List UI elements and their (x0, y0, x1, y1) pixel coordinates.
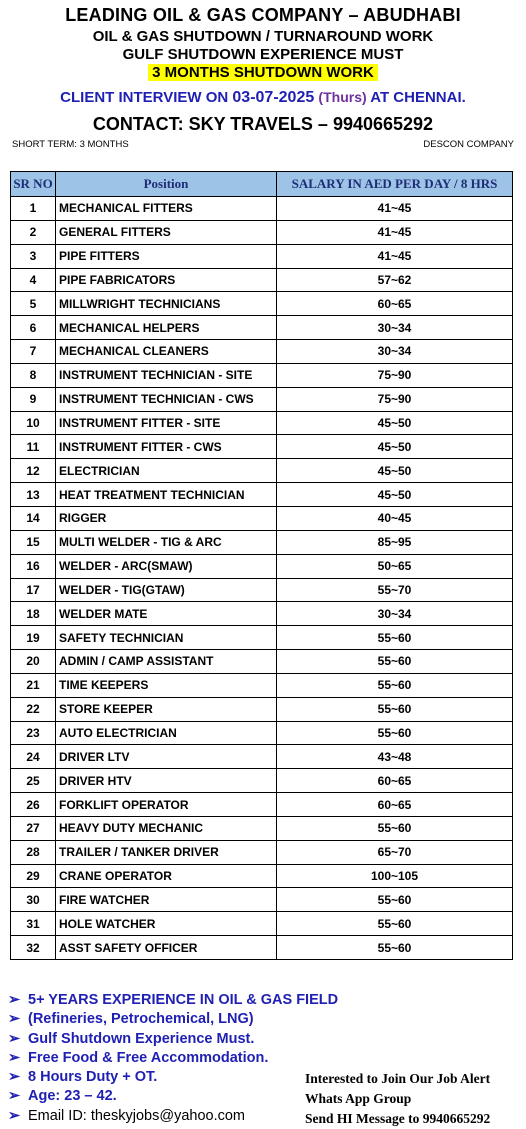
header-sr-no: SR NO (11, 172, 56, 197)
requirement-item (8, 991, 339, 1010)
table-row (11, 793, 513, 817)
table-row (11, 244, 513, 268)
position-cell: PIPE FABRICATORS (56, 268, 277, 292)
table-row (11, 888, 513, 912)
company-title: LEADING OIL & GAS COMPANY – ABUDHABI (65, 5, 461, 25)
requirement-text: Free Food & Free Accommodation. (28, 1049, 269, 1066)
company-label: DESCON COMPANY (423, 139, 514, 150)
sr-cell: 16 (11, 554, 56, 578)
table-row (11, 936, 513, 960)
contact-line: CONTACT: SKY TRAVELS – 9940665292 (92, 114, 434, 134)
position-cell: MULTI WELDER - TIG & ARC (56, 530, 277, 554)
sr-cell: 1 (11, 197, 56, 221)
sr-cell: 25 (11, 769, 56, 793)
sr-cell: 31 (11, 912, 56, 936)
position-cell: DRIVER LTV (56, 745, 277, 769)
position-cell: HEAT TREATMENT TECHNICIAN (56, 483, 277, 507)
alert-line-1: Interested to Join Our Job Alert (305, 1071, 491, 1086)
table-row (11, 340, 513, 364)
alert-line-3: Send HI Message to 9940665292 (305, 1111, 491, 1126)
arrow-bullet-icon: ➢ (8, 1107, 21, 1124)
sr-cell: 9 (11, 387, 56, 411)
arrow-bullet-icon: ➢ (8, 1030, 21, 1047)
sr-cell: 28 (11, 840, 56, 864)
salary-cell: 75~90 (277, 363, 513, 387)
sr-cell: 14 (11, 506, 56, 530)
requirement-text: Gulf Shutdown Experience Must. (28, 1030, 255, 1047)
position-cell: INSTRUMENT TECHNICIAN - SITE (56, 363, 277, 387)
table-body (11, 197, 513, 960)
interview-prefix: CLIENT INTERVIEW ON (60, 89, 233, 106)
position-cell: SAFETY TECHNICIAN (56, 626, 277, 650)
sr-cell: 13 (11, 483, 56, 507)
table-row (11, 697, 513, 721)
requirement-item (8, 1107, 308, 1126)
salary-cell: 55~60 (277, 721, 513, 745)
table-row (11, 483, 513, 507)
experience-requirement: GULF SHUTDOWN EXPERIENCE MUST (122, 46, 404, 63)
sr-cell: 22 (11, 697, 56, 721)
requirement-item (8, 1068, 308, 1087)
sr-cell: 23 (11, 721, 56, 745)
requirement-text: 8 Hours Duty + OT. (28, 1069, 158, 1086)
requirement-item (8, 1087, 308, 1106)
table-row (11, 602, 513, 626)
sr-cell: 11 (11, 435, 56, 459)
salary-cell: 30~34 (277, 340, 513, 364)
position-cell: ADMIN / CAMP ASSISTANT (56, 650, 277, 674)
table-row (11, 745, 513, 769)
requirement-text: Age: 23 – 42. (28, 1088, 117, 1105)
position-cell: CRANE OPERATOR (56, 864, 277, 888)
table-row (11, 316, 513, 340)
requirement-item (8, 1049, 308, 1068)
salary-cell: 55~60 (277, 816, 513, 840)
sr-cell: 2 (11, 220, 56, 244)
work-type: OIL & GAS SHUTDOWN / TURNAROUND WORK (92, 28, 434, 45)
salary-cell: 45~50 (277, 435, 513, 459)
arrow-bullet-icon: ➢ (8, 1069, 21, 1086)
position-cell: INSTRUMENT FITTER - CWS (56, 435, 277, 459)
header (0, 5, 526, 135)
interview-date: 03-07-2025 (232, 89, 315, 106)
sr-cell: 7 (11, 340, 56, 364)
sr-cell: 26 (11, 793, 56, 817)
salary-cell: 60~65 (277, 793, 513, 817)
sr-cell: 30 (11, 888, 56, 912)
salary-cell: 55~60 (277, 888, 513, 912)
sr-cell: 12 (11, 459, 56, 483)
position-cell: ASST SAFETY OFFICER (56, 936, 277, 960)
sr-cell: 24 (11, 745, 56, 769)
salary-cell: 55~60 (277, 912, 513, 936)
table-row (11, 626, 513, 650)
sr-cell: 3 (11, 244, 56, 268)
table-row (11, 650, 513, 674)
sr-cell: 17 (11, 578, 56, 602)
table-row (11, 220, 513, 244)
position-cell: STORE KEEPER (56, 697, 277, 721)
table-row (11, 578, 513, 602)
position-cell: AUTO ELECTRICIAN (56, 721, 277, 745)
salary-cell: 85~95 (277, 530, 513, 554)
table-row (11, 554, 513, 578)
table-row (11, 197, 513, 221)
salary-cell: 45~50 (277, 459, 513, 483)
table-row (11, 912, 513, 936)
sr-cell: 8 (11, 363, 56, 387)
sr-cell: 18 (11, 602, 56, 626)
salary-cell: 75~90 (277, 387, 513, 411)
interview-day: (Thurs) (318, 89, 367, 105)
requirements-list (8, 991, 339, 1126)
sr-cell: 6 (11, 316, 56, 340)
position-cell: WELDER MATE (56, 602, 277, 626)
table-row (11, 292, 513, 316)
position-cell: TIME KEEPERS (56, 673, 277, 697)
salary-cell: 57~62 (277, 268, 513, 292)
interview-line (0, 89, 526, 107)
salary-cell: 55~60 (277, 697, 513, 721)
arrow-bullet-icon: ➢ (8, 1049, 21, 1066)
requirement-text: 5+ YEARS EXPERIENCE IN OIL & GAS FIELD (28, 992, 339, 1008)
salary-cell: 65~70 (277, 840, 513, 864)
salary-cell: 60~65 (277, 769, 513, 793)
position-cell: GENERAL FITTERS (56, 220, 277, 244)
short-term-label: SHORT TERM: 3 MONTHS (12, 139, 129, 150)
position-cell: INSTRUMENT FITTER - SITE (56, 411, 277, 435)
salary-cell: 40~45 (277, 506, 513, 530)
salary-cell: 30~34 (277, 316, 513, 340)
position-cell: RIGGER (56, 506, 277, 530)
table-row (11, 459, 513, 483)
position-cell: HEAVY DUTY MECHANIC (56, 816, 277, 840)
position-cell: PIPE FITTERS (56, 244, 277, 268)
salary-cell: 41~45 (277, 197, 513, 221)
salary-cell: 43~48 (277, 745, 513, 769)
table-row (11, 769, 513, 793)
position-cell: WELDER - TIG(GTAW) (56, 578, 277, 602)
duration-highlight: 3 MONTHS SHUTDOWN WORK (148, 64, 378, 81)
position-cell: MECHANICAL HELPERS (56, 316, 277, 340)
salary-cell: 45~50 (277, 411, 513, 435)
requirement-item (8, 1030, 308, 1049)
salary-cell: 55~60 (277, 650, 513, 674)
sr-cell: 4 (11, 268, 56, 292)
table-row (11, 864, 513, 888)
salary-cell: 41~45 (277, 220, 513, 244)
sr-cell: 10 (11, 411, 56, 435)
arrow-bullet-icon: ➢ (8, 1011, 21, 1028)
sr-cell: 20 (11, 650, 56, 674)
table-row (11, 435, 513, 459)
arrow-bullet-icon: ➢ (8, 1088, 21, 1105)
table-row (11, 673, 513, 697)
position-cell: DRIVER HTV (56, 769, 277, 793)
alert-line-2: Whats App Group (305, 1091, 412, 1106)
table-header-row (11, 172, 513, 197)
salary-cell: 41~45 (277, 244, 513, 268)
sr-cell: 5 (11, 292, 56, 316)
position-cell: INSTRUMENT TECHNICIAN - CWS (56, 387, 277, 411)
sr-cell: 21 (11, 673, 56, 697)
sr-cell: 29 (11, 864, 56, 888)
header-salary: SALARY IN AED PER DAY / 8 HRS (277, 172, 513, 197)
requirement-text: Email ID: theskyjobs@yahoo.com (28, 1107, 245, 1124)
position-cell: WELDER - ARC(SMAW) (56, 554, 277, 578)
table-row (11, 387, 513, 411)
salary-cell: 55~60 (277, 936, 513, 960)
salary-cell: 55~70 (277, 578, 513, 602)
position-cell: HOLE WATCHER (56, 912, 277, 936)
position-cell: FIRE WATCHER (56, 888, 277, 912)
jobs-table (10, 171, 513, 960)
position-cell: MECHANICAL CLEANERS (56, 340, 277, 364)
table-row (11, 721, 513, 745)
header-position: Position (56, 172, 277, 197)
salary-cell: 30~34 (277, 602, 513, 626)
position-cell: MILLWRIGHT TECHNICIANS (56, 292, 277, 316)
requirement-text: (Refineries, Petrochemical, LNG) (28, 1011, 254, 1028)
arrow-bullet-icon: ➢ (8, 992, 21, 1008)
sr-cell: 19 (11, 626, 56, 650)
salary-cell: 45~50 (277, 483, 513, 507)
meta-row (12, 139, 514, 153)
position-cell: FORKLIFT OPERATOR (56, 793, 277, 817)
position-cell: TRAILER / TANKER DRIVER (56, 840, 277, 864)
position-cell: MECHANICAL FITTERS (56, 197, 277, 221)
salary-cell: 55~60 (277, 626, 513, 650)
table-row (11, 816, 513, 840)
requirement-item (8, 1010, 308, 1029)
whatsapp-alert (305, 1069, 525, 1129)
table-row (11, 506, 513, 530)
salary-cell: 55~60 (277, 673, 513, 697)
salary-cell: 60~65 (277, 292, 513, 316)
table-row (11, 840, 513, 864)
table-row (11, 363, 513, 387)
position-cell: ELECTRICIAN (56, 459, 277, 483)
salary-cell: 50~65 (277, 554, 513, 578)
table-row (11, 530, 513, 554)
sr-cell: 15 (11, 530, 56, 554)
table-row (11, 411, 513, 435)
table-row (11, 268, 513, 292)
interview-suffix: AT CHENNAI. (366, 89, 466, 106)
sr-cell: 27 (11, 816, 56, 840)
salary-cell: 100~105 (277, 864, 513, 888)
sr-cell: 32 (11, 936, 56, 960)
